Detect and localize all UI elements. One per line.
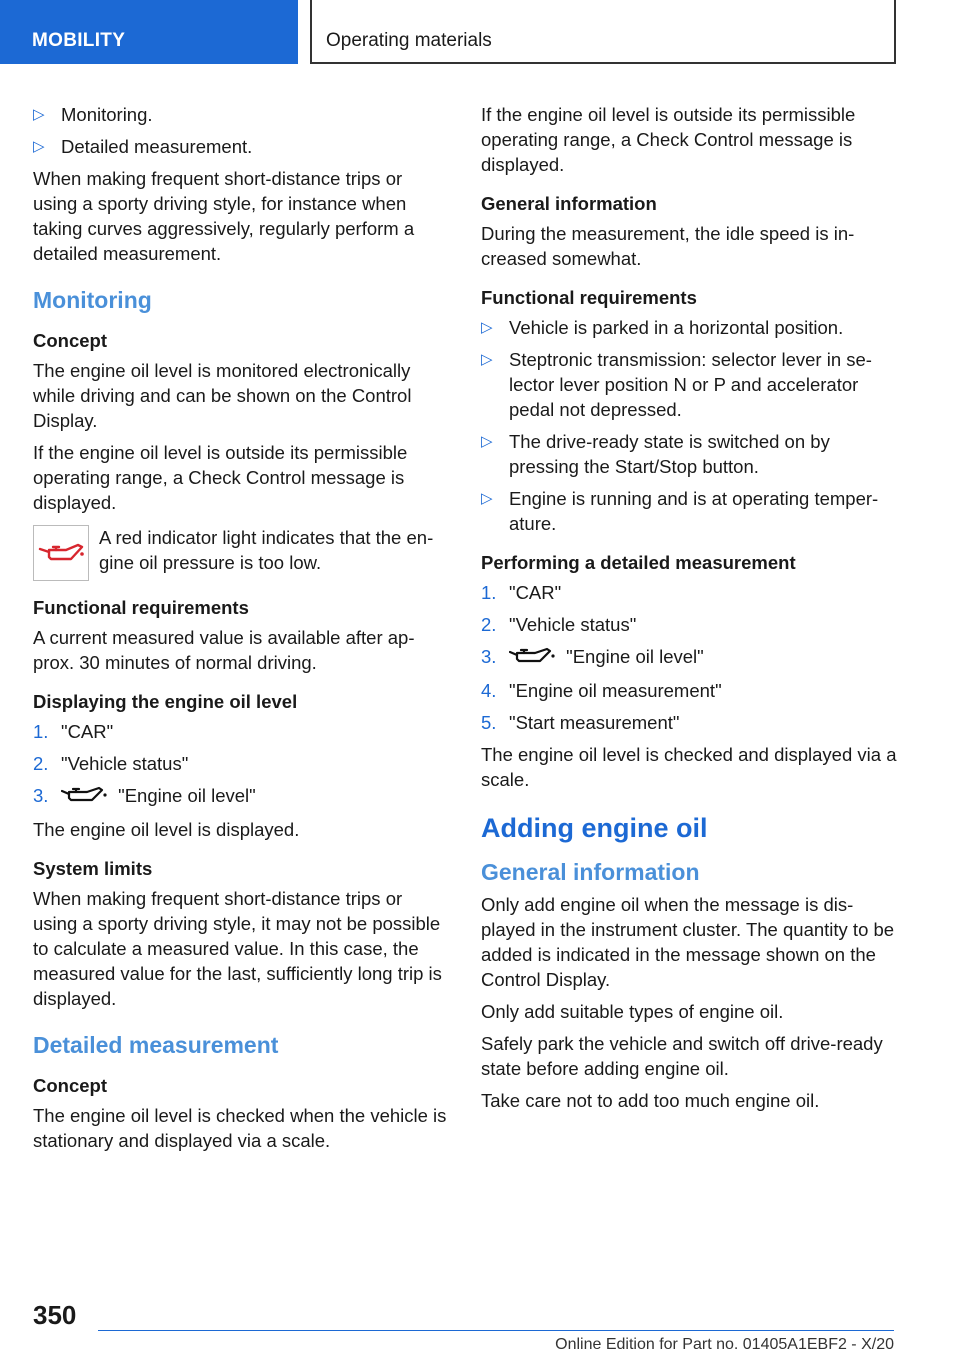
- adding-general-information-heading: General information: [481, 858, 700, 885]
- functional-requirements-list: [481, 315, 897, 536]
- list-item: 2. "Vehicle status": [481, 614, 637, 635]
- list-item: ▷ Detailed measurement.: [33, 136, 253, 157]
- concept-paragraph: If the engine oil level is outside its permissible operating range, a Check Control message is displayed.: [33, 442, 408, 513]
- monitoring-heading: Monitoring: [33, 287, 152, 313]
- adding-engine-oil-heading: Adding engine oil: [481, 812, 708, 843]
- perform-steps-list: [481, 580, 897, 735]
- triangle-right-icon: ▷: [481, 319, 493, 336]
- list-item: 1. "CAR": [33, 721, 114, 742]
- warning-indicator-row: [33, 525, 449, 581]
- concept-paragraph: The engine oil level is monitored electronically while driving and can be shown on the Control Display.: [33, 360, 412, 431]
- functional-requirements-heading: Functional requirements: [481, 287, 697, 308]
- display-steps-list: [33, 719, 449, 810]
- indicator-text: A red indicator light indicates that the engine oil pressure is too low.: [99, 527, 434, 573]
- oil-pressure-warning-icon: [33, 525, 89, 581]
- perform-measurement-heading: Performing a detailed measurement: [481, 552, 796, 573]
- list-item: 4. "Engine oil measurement": [481, 679, 722, 701]
- functional-requirements-paragraph: A current measured value is available after approx. 30 minutes of normal driving.: [33, 627, 415, 673]
- list-item: 3. "Engine oil level": [33, 783, 449, 810]
- list-item: ▷ Steptronic transmission: selector lever in selector lever position N or P and accelerator pedal not depressed.: [481, 349, 872, 420]
- oil-can-icon: [61, 785, 113, 810]
- detailed-concept-paragraph: The engine oil level is checked when the vehicle is stationary and displayed via a scale.: [33, 1104, 447, 1151]
- header-section-tab: MOBILITY: [0, 0, 298, 64]
- triangle-right-icon: ▷: [481, 351, 493, 368]
- oil-can-icon: [509, 646, 561, 671]
- general-information-paragraph: During the measurement, the idle speed is increased somewhat.: [481, 223, 855, 269]
- system-limits-heading: System limits: [33, 857, 153, 879]
- adding-paragraph: Only add suitable types of engine oil.: [481, 1000, 784, 1022]
- triangle-right-icon: ▷: [33, 106, 45, 123]
- perform-result-paragraph: The engine oil level is checked and displayed via a scale.: [481, 743, 897, 790]
- general-information-heading: General information: [481, 193, 657, 214]
- list-item: 3. "Engine oil level": [481, 644, 897, 671]
- list-item: 1. "CAR": [481, 582, 562, 603]
- list-item: ▷ Engine is running and is at operating temperature.: [481, 488, 879, 534]
- functional-requirements-heading: Functional requirements: [33, 597, 249, 618]
- intro-bullet-list: [33, 102, 449, 159]
- triangle-right-icon: ▷: [481, 490, 493, 507]
- intro-paragraph: If the engine oil level is outside its permissible operating range, a Check Control message is displayed.: [481, 104, 856, 175]
- display-result-paragraph: The engine oil level is displayed.: [33, 818, 300, 840]
- triangle-right-icon: ▷: [33, 138, 45, 155]
- adding-paragraph: Only add engine oil when the message is displayed in the instrument cluster. The quantity to be added is indicated in the message shown on the Control Display.: [481, 893, 895, 990]
- header-chapter-title: Operating materials: [310, 0, 896, 64]
- list-item: ▷ Vehicle is parked in a horizontal position.: [481, 317, 844, 338]
- intro-paragraph: When making frequent short-distance trips or using a sporty driving style, for instance when taking curves aggressively, regularly perform a detailed measurement.: [33, 168, 415, 264]
- left-column: [33, 102, 449, 1160]
- list-item: ▷ Monitoring.: [33, 104, 153, 125]
- display-oil-level-heading: Displaying the engine oil level: [33, 691, 298, 712]
- footer-divider: [98, 1330, 894, 1331]
- detailed-concept-heading: Concept: [33, 1074, 107, 1096]
- concept-heading: Concept: [33, 330, 107, 351]
- adding-paragraph: Take care not to add too much engine oil.: [481, 1089, 820, 1111]
- system-limits-paragraph: When making frequent short-distance trips or using a sporty driving style, it may not be possible to calculate a measured value. In this case, the measured value for the last, sufficiently long trip is displayed.: [33, 887, 442, 1009]
- right-column: [481, 102, 897, 1120]
- adding-paragraph: Safely park the vehicle and switch off drive-ready state before adding engine oil.: [481, 1032, 883, 1079]
- footer-edition-text: Online Edition for Part no. 01405A1EBF2 - X/20: [555, 1336, 894, 1353]
- page-number: 350: [33, 1300, 77, 1330]
- list-item: 2. "Vehicle status": [33, 753, 189, 774]
- detailed-measurement-heading: Detailed measurement: [33, 1031, 279, 1058]
- list-item: 5. "Start measurement": [481, 711, 680, 733]
- triangle-right-icon: ▷: [481, 433, 493, 450]
- list-item: ▷ The drive-ready state is switched on by pressing the Start/Stop button.: [481, 431, 830, 477]
